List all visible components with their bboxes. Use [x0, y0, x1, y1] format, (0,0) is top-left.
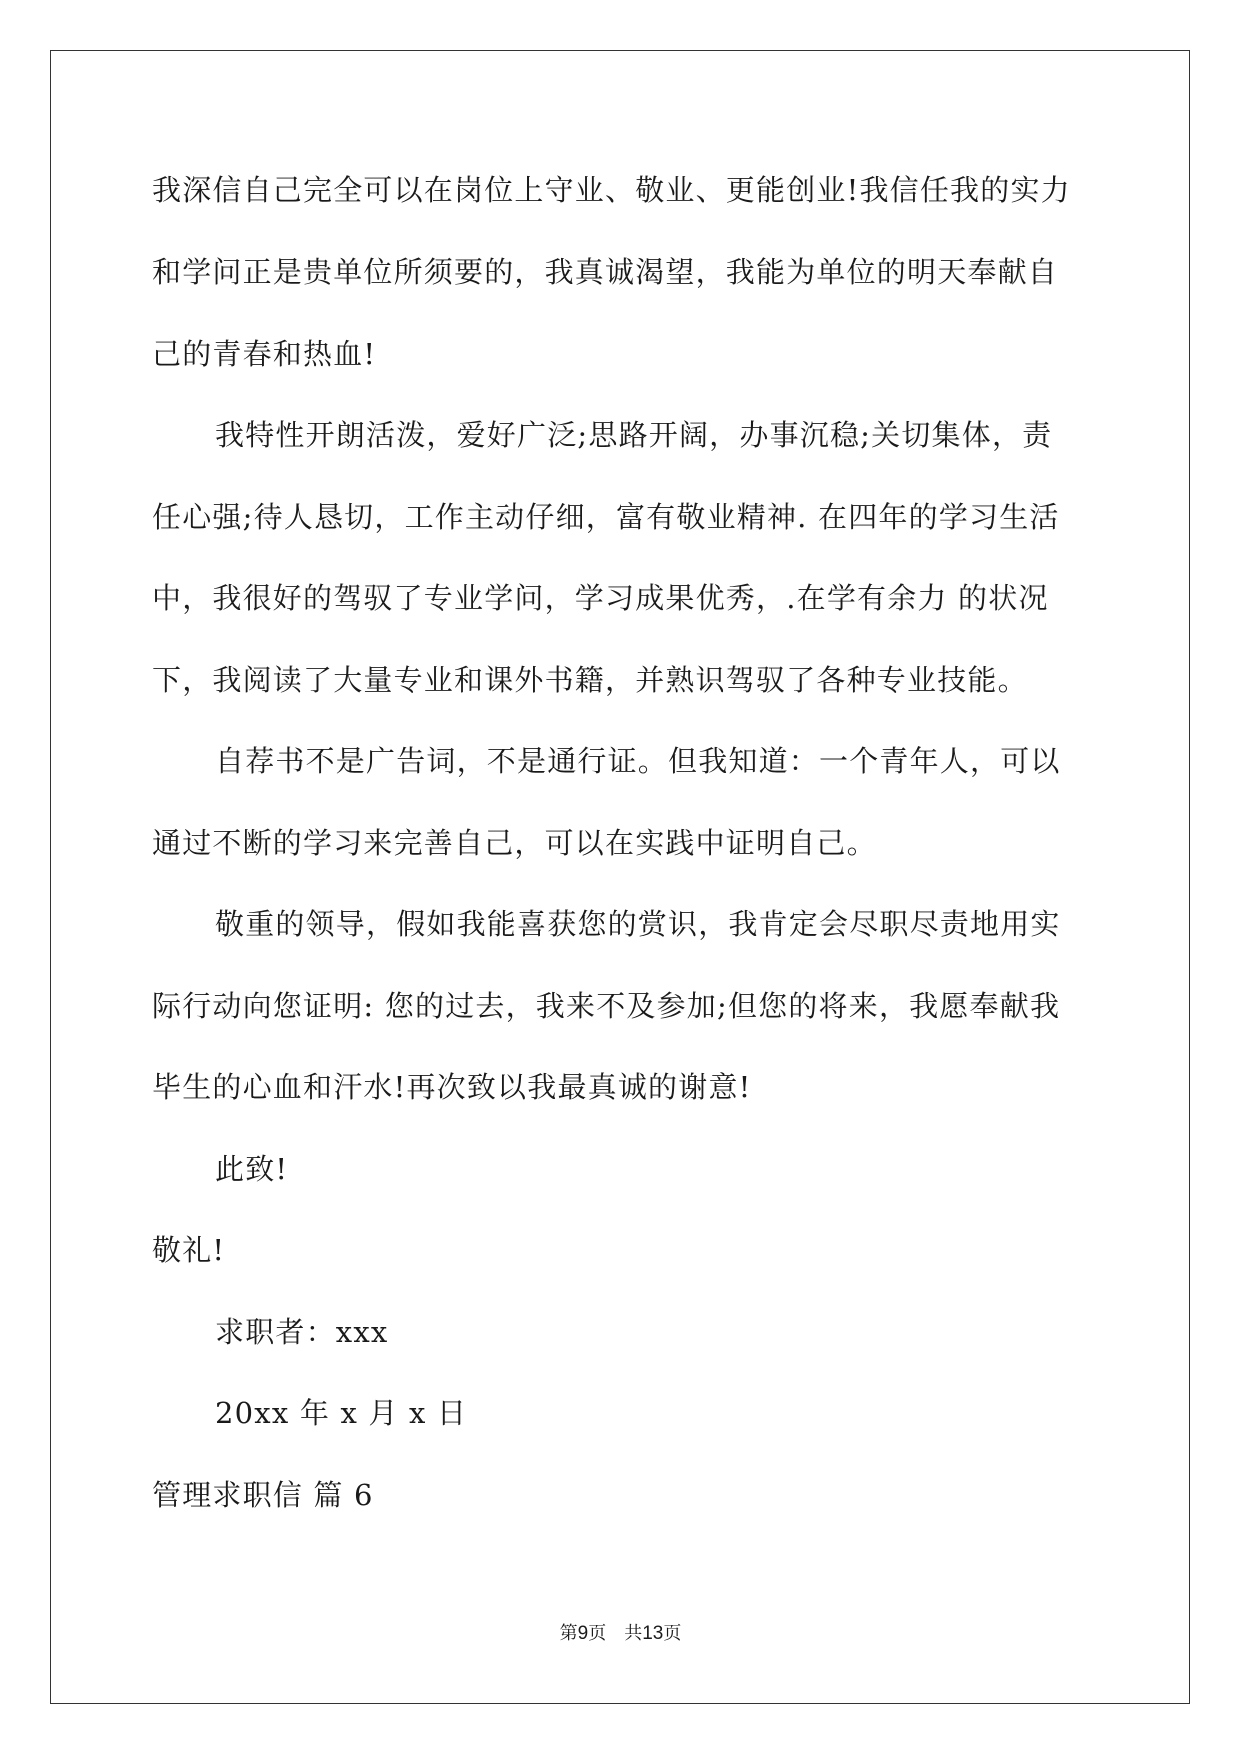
salutation-line: 敬礼! [152, 1233, 226, 1267]
paragraph-start-line: 敬重的领导，假如我能喜获您的赏识，我肯定会尽职尽责地用实 [215, 907, 1061, 941]
footer-total-prefix: 共 [624, 1623, 643, 1644]
body-text-line: 下，我阅读了大量专业和课外书籍，并熟识驾驭了各种专业技能。 [152, 663, 1028, 697]
page-border [50, 50, 1190, 1704]
body-text-line: 中，我很好的驾驭了专业学问，学习成果优秀，.在学有余力 的状况 [152, 581, 1049, 615]
signature-line: 求职者：xxx [215, 1315, 389, 1349]
body-text-line: 毕生的心血和汗水!再次致以我最真诚的谢意! [152, 1070, 752, 1104]
footer-page-suffix: 页 [588, 1623, 607, 1644]
page-footer [0, 1622, 1241, 1646]
body-text-line: 际行动向您证明: 您的过去，我来不及参加;但您的将来，我愿奉献我 [152, 989, 1061, 1023]
body-text-line: 任心强;待人恳切，工作主动仔细，富有敬业精神. 在四年的学习生活 [152, 500, 1060, 534]
body-text-line: 我深信自己完全可以在岗位上守业、敬业、更能创业!我信任我的实力 [152, 173, 1071, 207]
date-line: 20xx 年 x 月 x 日 [215, 1396, 468, 1430]
footer-page-prefix: 第 [559, 1623, 578, 1644]
body-text-line: 通过不断的学习来完善自己，可以在实践中证明自己。 [152, 826, 877, 860]
closing-line: 此致! [215, 1152, 289, 1186]
body-text-line: 己的青春和热血! [152, 337, 377, 371]
footer-total-suffix: 页 [663, 1623, 682, 1644]
section-heading: 管理求职信 篇 6 [152, 1478, 374, 1512]
paragraph-start-line: 自荐书不是广告词，不是通行证。但我知道：一个青年人，可以 [215, 744, 1061, 778]
paragraph-start-line: 我特性开朗活泼，爱好广泛;思路开阔，办事沉稳;关切集体，责 [215, 418, 1053, 452]
footer-total-pages: 13 [642, 1623, 664, 1644]
footer-page-number: 9 [577, 1623, 589, 1644]
body-text-line: 和学问正是贵单位所须要的，我真诚渴望，我能为单位的明天奉献自 [152, 255, 1059, 289]
